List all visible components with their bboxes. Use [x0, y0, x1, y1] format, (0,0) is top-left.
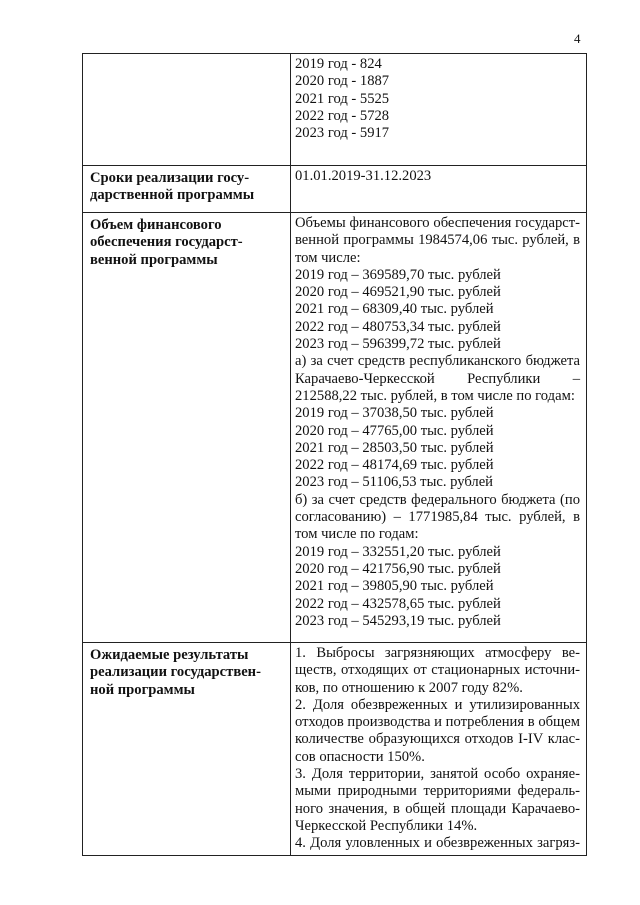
- result-line: ков, по отношению к 2007 году 82%.: [295, 679, 523, 696]
- federal-year-line: 2023 год – 545293,19 тыс. рублей: [295, 612, 501, 629]
- federal-year-line: 2019 год – 332551,20 тыс. рублей: [295, 543, 501, 560]
- label-line: Ожидаемые результаты: [90, 647, 249, 663]
- year-value-line: 2021 год - 5525: [295, 90, 390, 107]
- result-line: количестве образующихся отходов I-IV клас-: [295, 731, 580, 748]
- regional-budget-line: 212588,22 тыс. рублей, в том числе по годам:: [295, 387, 575, 404]
- row-label-results: [83, 643, 291, 856]
- funding-year-line: 2020 год – 469521,90 тыс. рублей: [295, 284, 501, 301]
- year-value-line: 2020 год - 1887: [295, 73, 390, 90]
- result-line: ществ, отходящих от стационарных источни-: [295, 662, 580, 679]
- terms-date-range: 01.01.2019-31.12.2023: [295, 168, 432, 184]
- federal-budget-line: согласованию) – 1771985,84 тыс. рублей, в: [295, 509, 580, 526]
- funding-year-line: 2023 год – 596399,72 тыс. рублей: [295, 336, 501, 353]
- federal-budget-line: б) за счет средств федерального бюджета (по: [295, 491, 580, 508]
- result-line: Черкесской Республики 14%.: [295, 817, 478, 834]
- regional-year-line: 2023 год – 51106,53 тыс. рублей: [295, 474, 493, 491]
- regional-budget-line: Карачаево-Черкесской Республики –: [295, 370, 580, 387]
- year-value-line: 2022 год - 5728: [295, 107, 390, 124]
- table-row: [83, 54, 587, 166]
- page-number: 4: [574, 31, 581, 46]
- result-line: отходов производства и потребления в общем: [295, 714, 580, 731]
- federal-year-line: 2020 год – 421756,90 тыс. рублей: [295, 560, 501, 577]
- funding-intro-line: Объемы финансового обеспечения государст-: [295, 215, 580, 231]
- label-line: венной программы: [90, 251, 218, 268]
- row-label-funding: [83, 213, 291, 643]
- results-value: [291, 643, 587, 856]
- result-item: [295, 645, 580, 697]
- year-value-line: 2019 год - 824: [295, 56, 382, 72]
- federal-year-line: 2022 год – 432578,65 тыс. рублей: [295, 595, 501, 612]
- result-line: мыми природными территориями федераль-: [295, 783, 580, 800]
- label-line: Сроки реализации госу-: [90, 170, 250, 186]
- label-line: реализации государствен-: [90, 664, 261, 681]
- regional-year-line: 2020 год – 47765,00 тыс. рублей: [295, 422, 494, 439]
- funding-year-line: 2021 год – 68309,40 тыс. рублей: [295, 301, 494, 318]
- federal-year-line: 2021 год – 39805,90 тыс. рублей: [295, 578, 494, 595]
- regional-year-line: 2019 год – 37038,50 тыс. рублей: [295, 405, 494, 422]
- result-line: 3. Доля территории, занятой особо охраняе-: [295, 766, 580, 783]
- row-label-empty: [83, 54, 291, 166]
- year-value-line: 2023 год - 5917: [295, 125, 390, 142]
- result-line: 1. Выбросы загрязняющих атмосферу ве-: [295, 645, 580, 661]
- label-line: ной программы: [90, 681, 195, 698]
- funding-intro-line: венной программы 1984574,06 тыс. рублей, в: [295, 232, 580, 249]
- result-line: 4. Доля уловленных и обезвреженных загряз-: [295, 835, 580, 852]
- table-row: [83, 643, 587, 856]
- result-item: [295, 835, 580, 852]
- result-item: [295, 766, 580, 835]
- regional-year-line: 2022 год – 48174,69 тыс. рублей: [295, 457, 494, 474]
- row-label-terms: [83, 166, 291, 213]
- indicator-continuation: [291, 54, 587, 166]
- result-line: ного значения, в общей площади Карачаево-: [295, 800, 580, 817]
- label-line: дарственной программы: [90, 187, 255, 204]
- regional-budget-line: а) за счет средств республиканского бюджета: [295, 353, 580, 370]
- table-row: [83, 213, 587, 643]
- result-line: сов опасности 150%.: [295, 748, 425, 765]
- program-passport-table: [82, 53, 587, 856]
- label-line: Объем финансового: [90, 217, 222, 233]
- result-line: 2. Доля обезвреженных и утилизированных: [295, 696, 580, 713]
- regional-year-line: 2021 год – 28503,50 тыс. рублей: [295, 439, 494, 456]
- funding-year-line: 2022 год – 480753,34 тыс. рублей: [295, 318, 501, 335]
- federal-budget-line: том числе по годам:: [295, 526, 419, 543]
- table-row: [83, 166, 587, 213]
- label-line: обеспечения государст-: [90, 234, 243, 251]
- terms-value: [291, 166, 587, 213]
- funding-intro-line: том числе:: [295, 249, 361, 266]
- funding-year-line: 2019 год – 369589,70 тыс. рублей: [295, 266, 501, 283]
- result-item: [295, 697, 580, 766]
- funding-value: [291, 213, 587, 643]
